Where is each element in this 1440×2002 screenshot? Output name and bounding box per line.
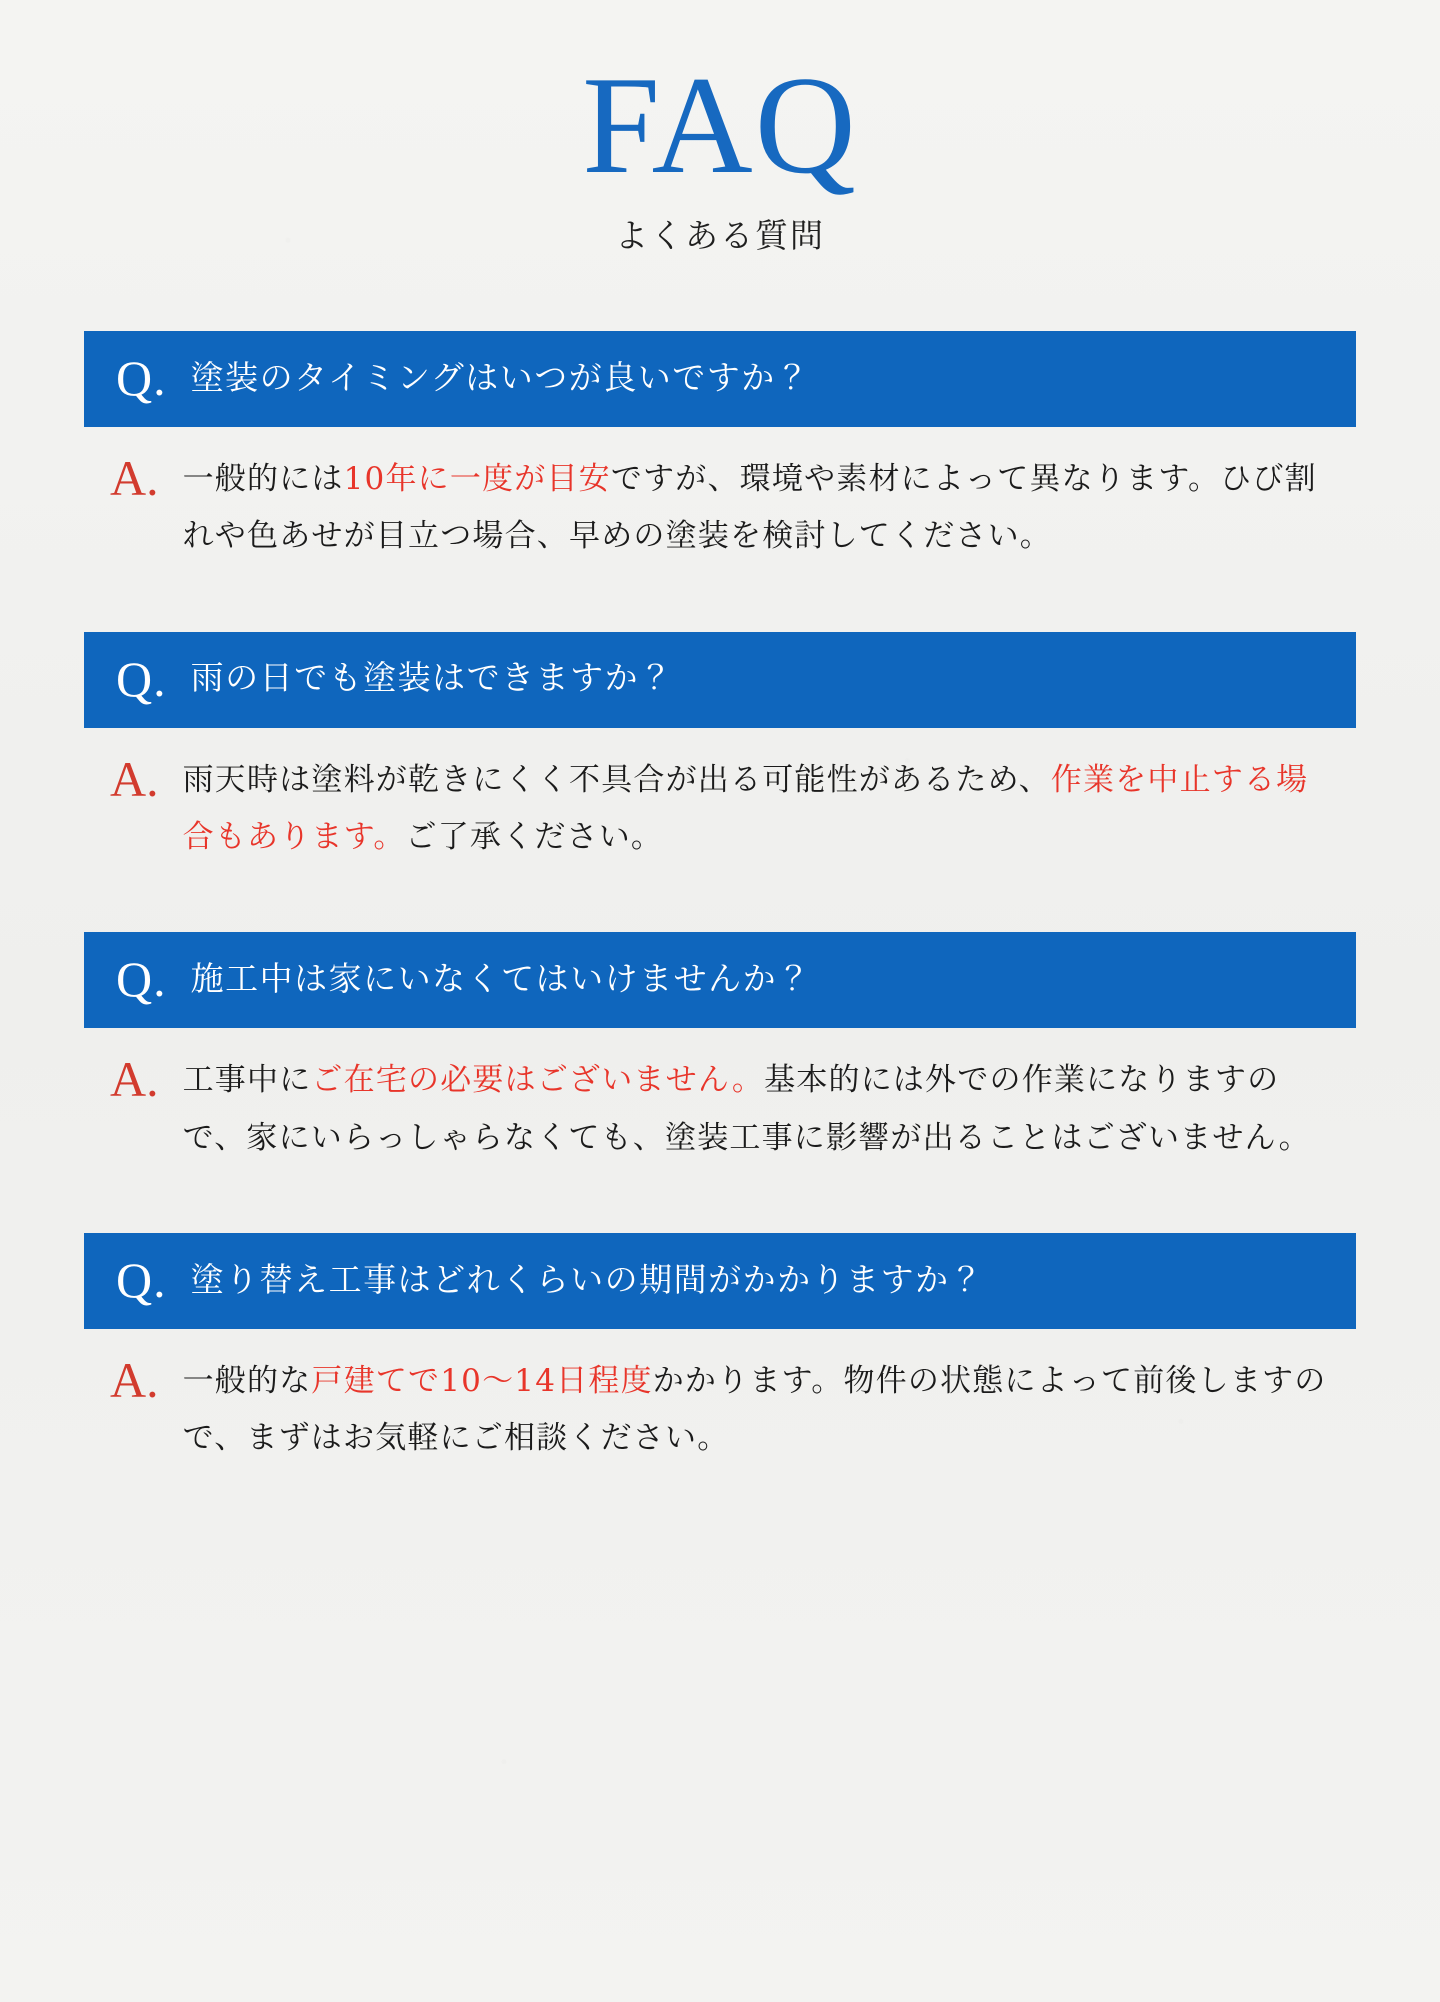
- faq-answer-text: [183, 451, 1334, 566]
- faq-question-bar[interactable]: [84, 932, 1356, 1028]
- question-mark: Q.: [116, 350, 167, 406]
- faq-answer-row: [84, 427, 1356, 566]
- faq-item: [84, 932, 1356, 1167]
- answer-highlight: 10年に一度が目安: [343, 461, 611, 497]
- faq-question-bar[interactable]: [84, 1233, 1356, 1329]
- faq-question-text: 塗装のタイミングはいつが良いですか？: [190, 357, 811, 397]
- answer-mark: A.: [110, 750, 159, 807]
- faq-answer-row: [84, 1028, 1356, 1167]
- faq-item: [84, 1233, 1356, 1468]
- answer-highlight: 作業を中止する場合もあります。: [182, 761, 1309, 856]
- question-mark: Q.: [116, 951, 167, 1008]
- answer-highlight: ご在宅の必要はございません。: [311, 1062, 765, 1099]
- faq-answer-row: [84, 1329, 1356, 1468]
- faq-question-bar[interactable]: [84, 632, 1356, 728]
- answer-segment: かかります。物件の状態によって前後しますので、まずはお気軽にご相談ください。: [182, 1363, 1327, 1457]
- answer-segment: 一般的な: [182, 1363, 312, 1400]
- faq-header: [84, 0, 1356, 257]
- faq-answer-text: [183, 1353, 1334, 1468]
- question-mark: Q.: [116, 1252, 167, 1309]
- answer-highlight: 戸建てで10〜14日程度: [311, 1363, 653, 1400]
- answer-segment: ご了承ください。: [405, 819, 664, 856]
- answer-mark: A.: [110, 1352, 159, 1409]
- page-title: FAQ: [582, 48, 858, 203]
- question-mark: Q.: [116, 650, 167, 707]
- faq-answer-text: [183, 1052, 1334, 1167]
- answer-mark: A.: [110, 1051, 159, 1108]
- faq-list: [84, 331, 1356, 1468]
- faq-item: [84, 632, 1356, 867]
- answer-segment: 一般的には: [182, 461, 344, 497]
- faq-question-text: 雨の日でも塗装はできますか？: [190, 658, 674, 698]
- faq-question-text: 施工中は家にいなくてはいけませんか？: [190, 959, 812, 999]
- faq-answer-text: [183, 752, 1334, 867]
- faq-question-bar[interactable]: [84, 331, 1356, 427]
- answer-segment: 工事中に: [182, 1062, 312, 1099]
- faq-answer-row: [84, 728, 1356, 867]
- answer-mark: A.: [110, 450, 159, 506]
- faq-question-text: 塗り替え工事はどれくらいの期間がかかりますか？: [190, 1259, 985, 1299]
- answer-segment: 雨天時は塗料が乾きにくく不具合が出る可能性があるため、: [182, 761, 1051, 798]
- page-subtitle: よくある質問: [615, 216, 825, 255]
- answer-segment: 基本的には外での作業になりますので、家にいらっしゃらなくても、塗装工事に影響が出ることはございません。: [182, 1062, 1311, 1156]
- faq-item: [84, 331, 1356, 566]
- answer-segment: ですが、環境や素材によって異なります。ひび割れや色あせが目立つ場合、早めの塗装を検討してください。: [182, 461, 1317, 555]
